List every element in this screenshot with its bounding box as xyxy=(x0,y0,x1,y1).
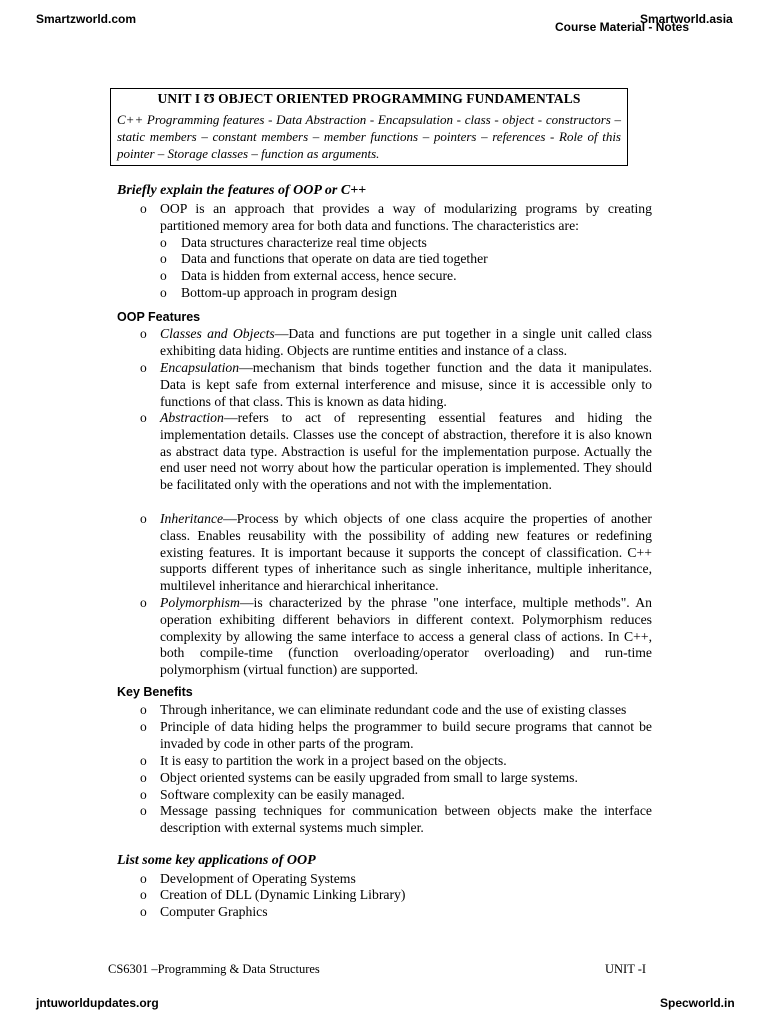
characteristic-item: Data structures characterize real time objects xyxy=(181,235,427,250)
footer-course: CS6301 –Programming & Data Structures xyxy=(108,962,320,976)
bullet-icon: o xyxy=(140,702,147,717)
feature-text: —refers to act of representing essential features and hiding the implementation details. Classes use the concept of abstraction, therefore it is also known as abstract data type. Abstraction is useful for the implementation purpose. Actually the end user need not worry about how the particular operation is implemented. They should be facilitated only with the operations and not with the implementation. xyxy=(160,410,652,493)
feature-text: —Data and functions are put together in a single unit called class exhibiting data hiding. Objects are runtime entities and instance of a class. xyxy=(160,326,652,358)
benefit-item: Principle of data hiding helps the programmer to build secure programs that cannot be invaded by code in other parts of the program. xyxy=(160,719,652,751)
feature-term: Encapsulation xyxy=(160,360,240,375)
unit-summary-box xyxy=(110,88,628,166)
benefit-item: Through inheritance, we can eliminate redundant code and the use of existing classes xyxy=(160,702,627,717)
feature-text: —mechanism that binds together function and the data it manipulates. Data is kept safe from external interference and misuse, since it is accessible only to functions of that class. This is known as data hiding. xyxy=(160,360,652,409)
bullet-icon: o xyxy=(140,410,147,425)
feature-term: Classes and Objects xyxy=(160,326,275,341)
bullet-icon: o xyxy=(140,326,147,341)
watermark-top-right: Smartworld.asia xyxy=(640,12,733,26)
watermark-bottom-right: Specworld.in xyxy=(660,996,735,1010)
bullet-icon: o xyxy=(140,770,147,785)
benefit-item: Software complexity can be easily managed. xyxy=(160,787,405,802)
feature-term: Polymorphism xyxy=(160,595,240,610)
bullet-icon: o xyxy=(140,719,147,734)
footer-unit: UNIT -I xyxy=(605,962,647,976)
header-note: Course Material - Notes xyxy=(555,20,690,34)
watermark-top-left: Smartzworld.com xyxy=(36,12,137,26)
bullet-icon: o xyxy=(140,753,147,768)
bullet-icon: o xyxy=(140,887,147,902)
feature-item xyxy=(160,326,652,360)
benefit-item: It is easy to partition the work in a project based on the objects. xyxy=(160,753,507,768)
feature-text: —is characterized by the phrase "one interface, multiple methods". An operation exhibiting different behaviors in different context. Polymorphism reduces complexity by allowing the same interface to access a general class of actions. In C++, both compile-time (function overloading/operator overloading) and run-time polymorphism (virtual function) are supported. xyxy=(160,595,652,678)
unit-title: UNIT I Ʊ OBJECT ORIENTED PROGRAMMING FUNDAMENTALS xyxy=(157,91,581,106)
bullet-icon: o xyxy=(140,201,147,216)
feature-item xyxy=(160,360,652,410)
bullet-icon: o xyxy=(140,595,147,610)
question-oop-features: Briefly explain the features of OOP or C++ xyxy=(117,183,367,198)
oop-features-heading: OOP Features xyxy=(117,310,201,324)
bullet-icon: o xyxy=(140,787,147,802)
question-oop-applications: List some key applications of OOP xyxy=(117,853,316,868)
benefit-item: Object oriented systems can be easily upgraded from small to large systems. xyxy=(160,770,578,785)
bullet-icon: o xyxy=(140,360,147,375)
q1-intro: OOP is an approach that provides a way of modularizing programs by creating partitioned memory area for both data and functions. The characteristics are: xyxy=(160,201,652,233)
key-benefits-heading: Key Benefits xyxy=(117,685,193,699)
application-item: Development of Operating Systems xyxy=(160,871,356,886)
feature-item xyxy=(160,595,652,679)
bullet-icon: o xyxy=(160,235,167,250)
application-item: Creation of DLL (Dynamic Linking Library) xyxy=(160,887,406,902)
bullet-icon: o xyxy=(160,268,167,283)
characteristic-item: Data and functions that operate on data are tied together xyxy=(181,251,488,266)
bullet-icon: o xyxy=(160,251,167,266)
characteristic-item: Bottom-up approach in program design xyxy=(181,285,397,300)
bullet-icon: o xyxy=(140,511,147,526)
application-item: Computer Graphics xyxy=(160,904,268,919)
feature-item xyxy=(160,410,652,494)
unit-topics: C++ Programming features - Data Abstraction - Encapsulation - class - object - constructors – static members – constant members – member functions – pointers – references - Role of this pointer – Storage classes – function as arguments. xyxy=(117,112,621,161)
bullet-icon: o xyxy=(160,285,167,300)
benefit-item: Message passing techniques for communication between objects make the interface description with external systems much simpler. xyxy=(160,803,652,835)
feature-term: Inheritance xyxy=(160,511,224,526)
bullet-icon: o xyxy=(140,904,147,919)
watermark-bottom-left: jntuworldupdates.org xyxy=(36,996,159,1010)
bullet-icon: o xyxy=(140,871,147,886)
bullet-icon: o xyxy=(140,803,147,818)
feature-text: —Process by which objects of one class acquire the properties of another class. Enables reusability with the possibility of adding new features or redefining existing features. It is important because it supports the concept of classification. C++ supports different types of inheritance such as single inheritance, multiple inheritance, multilevel inheritance and hierarchical inheritance. xyxy=(160,511,652,594)
feature-item xyxy=(160,511,652,595)
feature-term: Abstraction xyxy=(160,410,224,425)
characteristic-item: Data is hidden from external access, hence secure. xyxy=(181,268,457,283)
